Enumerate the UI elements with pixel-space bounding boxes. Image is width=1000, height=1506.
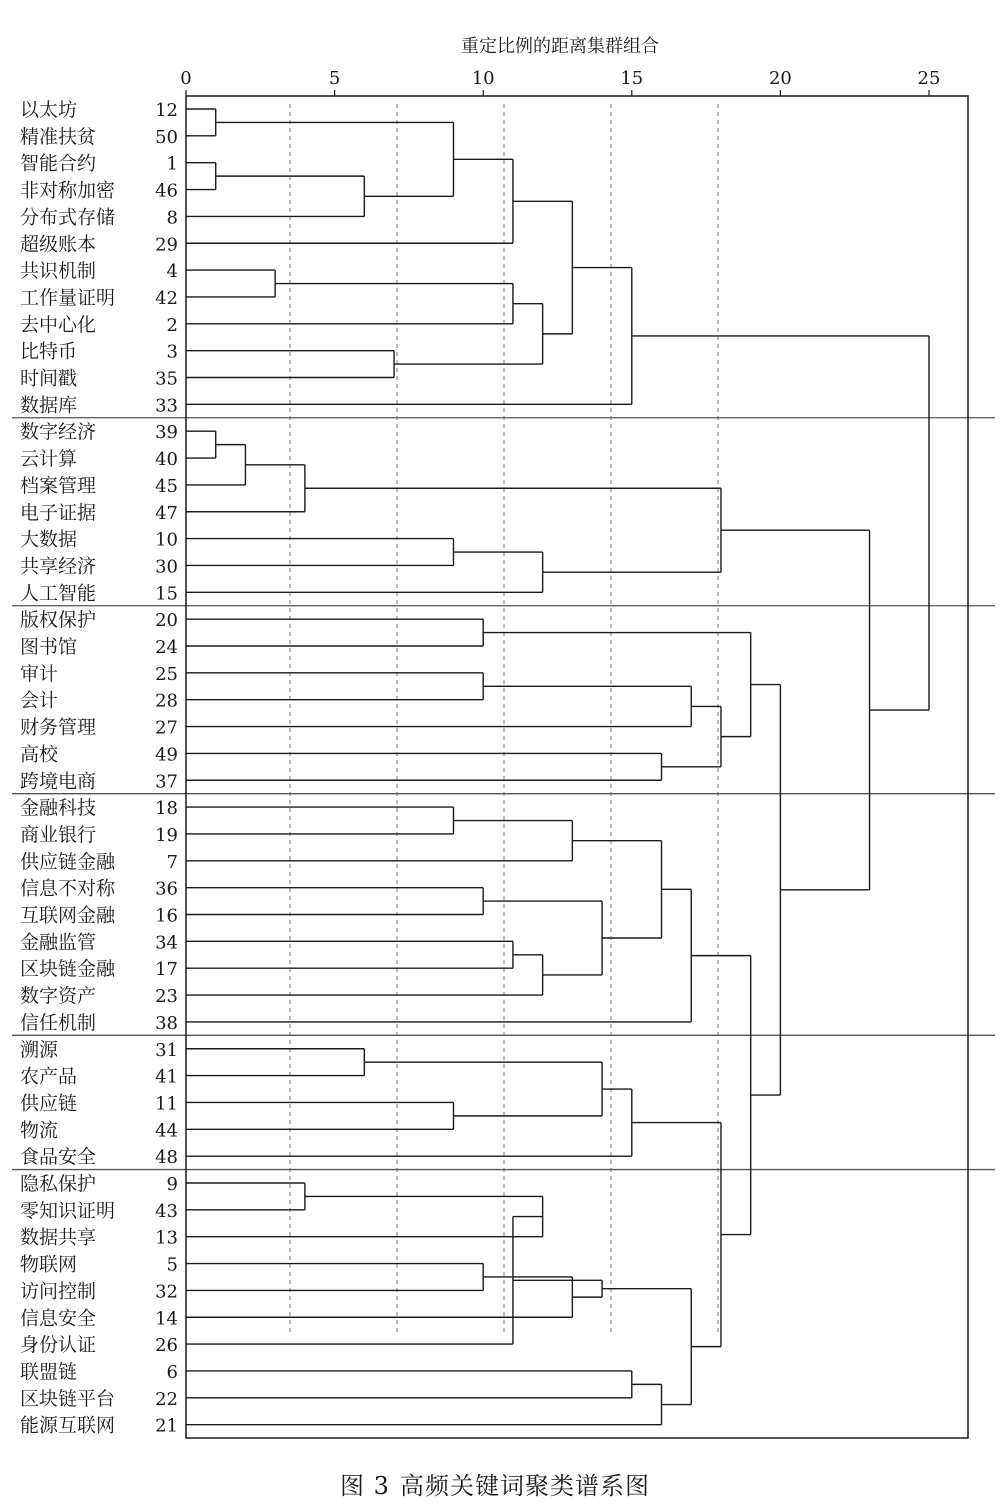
x-tick-label: 5 [328, 68, 341, 89]
leaf-label: 访问控制 [20, 1280, 97, 1303]
leaf-id: 14 [155, 1308, 178, 1330]
leaf-labels [20, 99, 178, 1437]
leaf-id: 19 [155, 824, 178, 846]
leaf-id: 41 [155, 1066, 178, 1088]
leaf-label: 身份认证 [20, 1334, 97, 1357]
leaf-id: 47 [155, 502, 178, 524]
leaf-id: 3 [166, 341, 178, 363]
leaf-id: 35 [155, 368, 178, 390]
leaf-id: 40 [155, 449, 178, 471]
leaf-label: 金融监管 [20, 931, 97, 954]
figure-caption [0, 1466, 1000, 1501]
leaf-id: 32 [155, 1281, 178, 1303]
leaf-label: 物联网 [20, 1253, 78, 1276]
leaf-label: 共享经济 [20, 555, 97, 578]
x-axis [180, 68, 940, 96]
leaf-label: 电子证据 [20, 501, 97, 524]
leaf-label: 比特币 [20, 340, 78, 363]
leaf-id: 24 [155, 637, 178, 658]
leaf-label: 人工智能 [20, 582, 97, 605]
leaf-label: 跨境电商 [20, 770, 97, 793]
leaf-id: 28 [155, 690, 178, 712]
leaf-label: 互联网金融 [20, 904, 116, 927]
x-tick-label: 20 [768, 68, 792, 89]
leaf-label: 信任机制 [20, 1011, 97, 1034]
leaf-id: 42 [155, 287, 178, 309]
leaf-label: 财务管理 [20, 716, 97, 739]
leaf-label: 去中心化 [20, 313, 97, 336]
leaf-id: 11 [155, 1093, 178, 1115]
leaf-id: 50 [155, 126, 178, 148]
leaf-id: 1 [166, 153, 178, 175]
leaf-id: 25 [155, 663, 178, 685]
leaf-label: 高校 [20, 743, 59, 766]
leaf-id: 8 [166, 207, 178, 229]
leaf-label: 时间戳 [20, 367, 78, 390]
leaf-label: 数据共享 [20, 1226, 97, 1249]
leaf-id: 12 [155, 100, 178, 121]
leaf-id: 44 [155, 1120, 178, 1142]
leaf-label: 版权保护 [20, 609, 97, 632]
leaf-id: 17 [155, 959, 178, 981]
leaf-id: 33 [155, 395, 178, 417]
figure-number: 图 3 [340, 1472, 390, 1500]
leaf-id: 48 [155, 1147, 178, 1169]
leaf-label: 图书馆 [20, 636, 78, 658]
leaf-label: 智能合约 [20, 152, 97, 175]
figure-title: 高频关键词聚类谱系图 [399, 1472, 650, 1500]
leaf-id: 22 [155, 1388, 178, 1410]
leaf-id: 20 [155, 610, 178, 632]
leaf-label: 审计 [20, 662, 59, 685]
leaf-label: 商业银行 [20, 823, 97, 846]
leaf-id: 6 [166, 1361, 178, 1383]
x-tick-label: 15 [620, 68, 644, 89]
leaf-label: 共识机制 [20, 260, 97, 283]
leaf-label: 数字经济 [20, 421, 97, 444]
leaf-label: 会计 [20, 689, 59, 712]
x-tick-label: 0 [180, 68, 192, 89]
leaf-id: 13 [155, 1227, 178, 1249]
leaf-id: 15 [155, 583, 178, 605]
leaf-id: 36 [155, 878, 178, 900]
leaf-id: 34 [155, 932, 178, 954]
leaf-id: 46 [155, 180, 178, 202]
leaf-label: 农产品 [20, 1065, 78, 1088]
leaf-label: 大数据 [20, 528, 78, 551]
leaf-label: 零知识证明 [20, 1199, 116, 1222]
leaf-label: 超级账本 [20, 233, 97, 256]
leaf-id: 43 [155, 1200, 178, 1222]
leaf-label: 云计算 [20, 448, 78, 471]
leaf-label: 精准扶贫 [20, 125, 97, 148]
leaf-label: 供应链金融 [20, 850, 116, 873]
x-tick-label: 10 [471, 68, 495, 89]
leaf-label: 分布式存储 [20, 206, 116, 229]
leaf-id: 7 [166, 851, 178, 873]
leaf-label: 数据库 [20, 394, 78, 417]
leaf-id: 38 [155, 1012, 178, 1034]
leaf-label: 隐私保护 [20, 1173, 97, 1195]
leaf-id: 29 [155, 234, 178, 256]
leaf-label: 工作量证明 [20, 286, 116, 309]
leaf-label: 供应链 [20, 1092, 78, 1115]
x-tick-label: 25 [917, 68, 941, 89]
chart-title: 重定比例的距离集群组合 [461, 36, 659, 57]
leaf-id: 18 [155, 798, 178, 820]
leaf-id: 39 [155, 422, 178, 444]
leaf-label: 物流 [20, 1119, 59, 1142]
leaf-label: 区块链平台 [20, 1387, 116, 1410]
leaf-label: 档案管理 [20, 474, 97, 497]
leaf-label: 联盟链 [20, 1360, 78, 1383]
leaf-id: 31 [155, 1039, 178, 1061]
leaf-id: 4 [166, 261, 178, 283]
leaf-label: 金融科技 [20, 797, 97, 820]
leaf-label: 数字资产 [20, 985, 97, 1008]
leaf-id: 5 [166, 1254, 178, 1276]
leaf-label: 溯源 [20, 1038, 59, 1061]
leaf-label: 以太坊 [20, 99, 78, 121]
leaf-id: 26 [155, 1335, 178, 1357]
leaf-label: 信息不对称 [20, 877, 116, 900]
leaf-label: 信息安全 [20, 1307, 97, 1330]
leaf-label: 食品安全 [20, 1146, 97, 1169]
leaf-id: 10 [155, 529, 178, 551]
dendrogram-links [186, 109, 929, 1425]
leaf-label: 能源互联网 [20, 1414, 116, 1437]
reference-lines [290, 104, 718, 1335]
leaf-id: 21 [155, 1415, 178, 1437]
leaf-label: 非对称加密 [20, 179, 116, 202]
leaf-id: 9 [166, 1174, 178, 1195]
leaf-id: 30 [155, 556, 178, 578]
leaf-id: 16 [155, 905, 178, 927]
leaf-id: 27 [155, 717, 178, 739]
leaf-id: 37 [155, 771, 178, 793]
leaf-id: 23 [155, 986, 178, 1008]
leaf-id: 49 [155, 744, 178, 766]
leaf-id: 2 [166, 314, 178, 336]
leaf-id: 45 [155, 475, 178, 497]
leaf-label: 区块链金融 [20, 958, 116, 981]
